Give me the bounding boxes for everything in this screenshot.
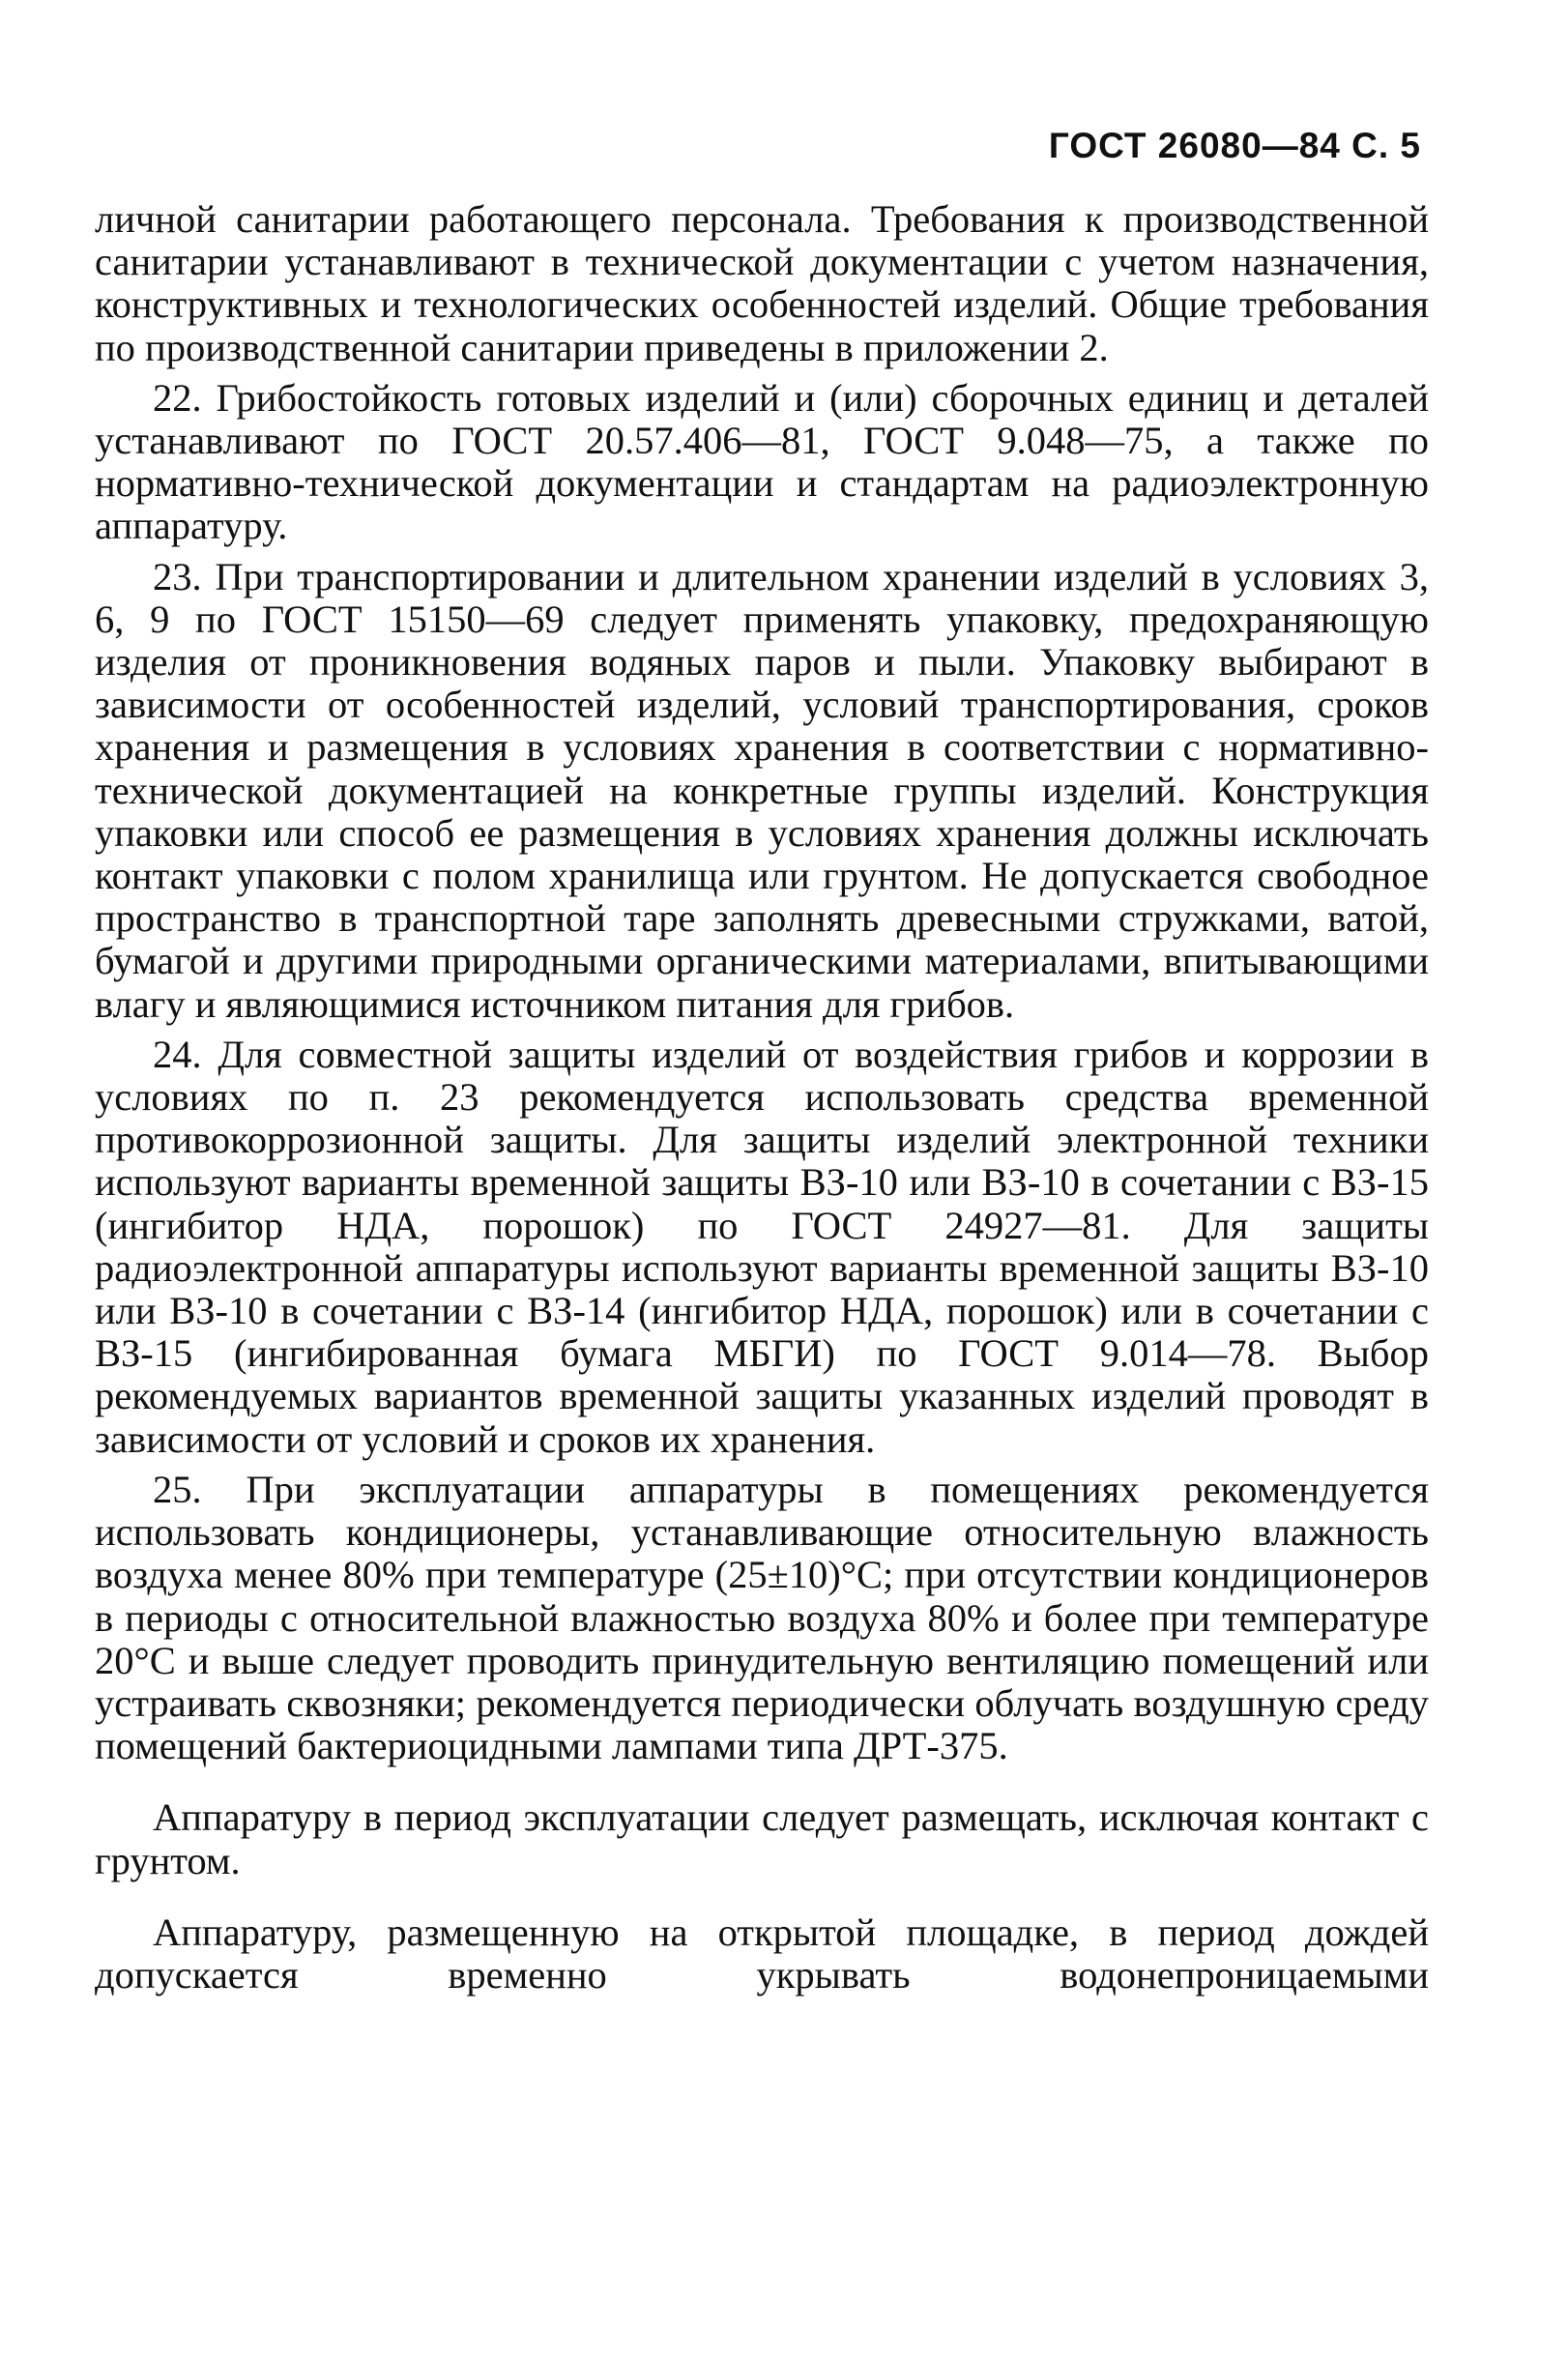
document-body (95, 198, 1429, 1997)
paragraph-continuation: личной санитарии работающего персонала. Требования к производственной санитарии устанавливают в технической документации с учетом назначения, конструктивных и технологических особенностей изделий. Общие требования по производственной санитарии приведены в приложении 2. (95, 197, 1429, 369)
running-header: ГОСТ 26080—84 С. 5 (1048, 126, 1421, 165)
paragraph-item-22: 22. Грибостойкость готовых изделий и (или) сборочных единиц и деталей устанавливают по ГОСТ 20.57.406—81, ГОСТ 9.048—75, а также по нормативно-технической документации и стандартам на радиоэлектронную аппаратуру. (95, 375, 1429, 548)
paragraph-open-area: Аппаратуру, размещенную на открытой площадке, в период дождей допускается временно укрывать водонепроницаемыми (95, 1910, 1429, 1997)
paragraph-item-23: 23. При транспортировании и длительном хранении изделий в условиях 3, 6, 9 по ГОСТ 15150—69 следует применять упаковку, предохраняющую изделия от проникновения водяных паров и пыли. Упаковку выбирают в зависимости от особенностей изделий, условий транспортирования, сроков хранения и размещения в условиях хранения в соответствии с нормативно-технической документацией на конкретные группы изделий. Конструкция упаковки или способ ее размещения в условиях хранения должны исключать контакт упаковки с полом хранилища или грунтом. Не допускается свободное пространство в транспортной таре заполнять древесными стружками, ватой, бумагой и другими природными органическими материалами, впитывающими влагу и являющимися источником питания для грибов. (95, 554, 1429, 1026)
paragraph-placement: Аппаратуру в период эксплуатации следует размещать, исключая контакт с грунтом. (95, 1795, 1429, 1882)
paragraph-item-25: 25. При эксплуатации аппаратуры в помещениях рекомендуется использовать кондиционеры, устанавливающие относительную влажность воздуха менее 80% при температуре (25±10)°С; при отсутствии кондиционеров в периоды с относительной влажностью воздуха 80% и более при температуре 20°С и выше следует проводить принудительную вентиляцию помещений или устраивать сквозняки; рекомендуется периодически облучать воздушную среду помещений бактериоцидными лампами типа ДРТ-375. (95, 1467, 1429, 1768)
paragraph-item-24: 24. Для совместной защиты изделий от воздействия грибов и коррозии в условиях по п. 23 рекомендуется использовать средства временной противокоррозионной защиты. Для защиты изделий электронной техники используют варианты временной защиты ВЗ-10 или ВЗ-10 в сочетании с ВЗ-15 (ингибитор НДА, порошок) по ГОСТ 24927—81. Для защиты радиоэлектронной аппаратуры используют варианты временной защиты ВЗ-10 или ВЗ-10 в сочетании с ВЗ-14 (ингибитор НДА, порошок) или в сочетании с ВЗ-15 (ингибированная бумага МБГИ) по ГОСТ 9.014—78. Выбор рекомендуемых вариантов временной защиты указанных изделий проводят в зависимости от условий и сроков их хранения. (95, 1032, 1429, 1461)
